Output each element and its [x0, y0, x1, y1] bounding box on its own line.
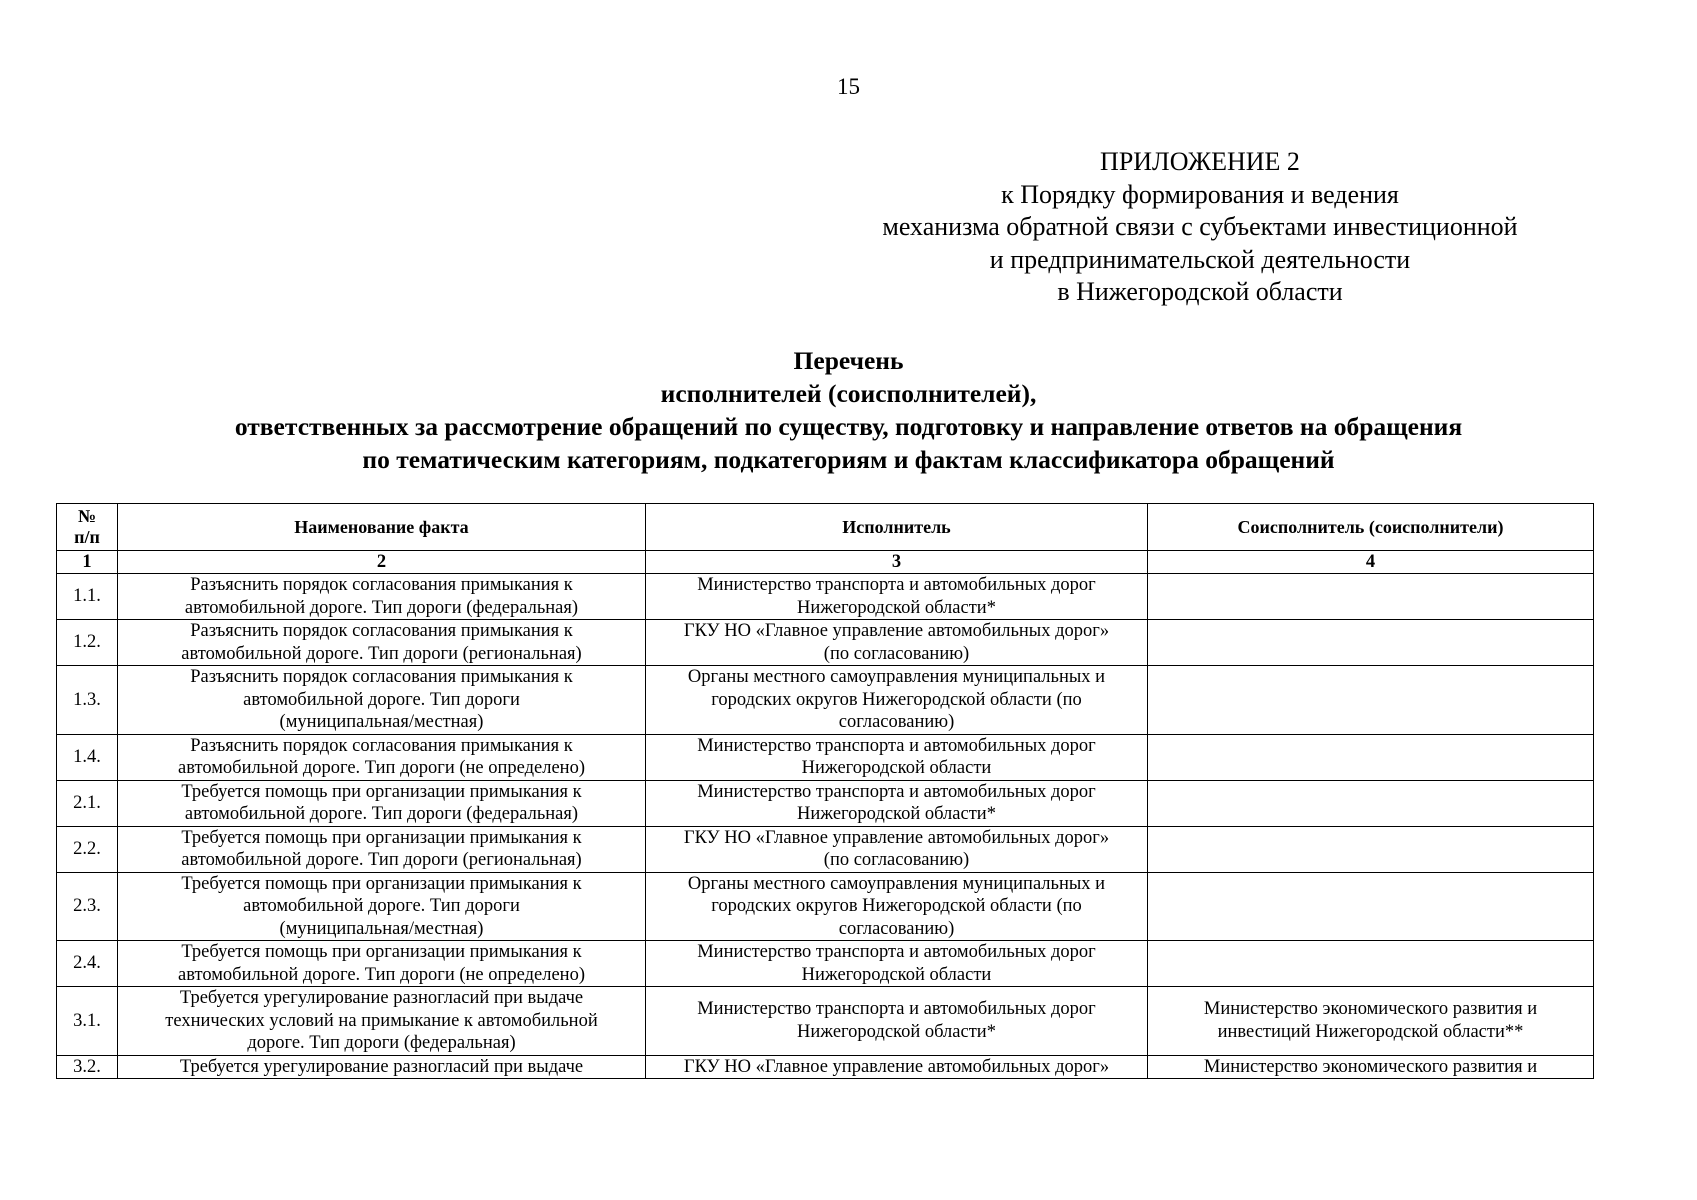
- table-row: [57, 941, 1594, 987]
- fact-name: Требуется помощь при организации примыкания к автомобильной дороге. Тип дороги (не определено): [118, 941, 646, 987]
- table-row: [57, 1055, 1594, 1079]
- table-row: [57, 620, 1594, 666]
- executor: Министерство транспорта и автомобильных дорог Нижегородской области: [646, 734, 1148, 780]
- row-number: 2.1.: [57, 780, 118, 826]
- fact-name: Требуется помощь при организации примыкания к автомобильной дороге. Тип дороги (муниципальная/местная): [118, 872, 646, 941]
- fact-name: Разъяснить порядок согласования примыкания к автомобильной дороге. Тип дороги (федеральная): [118, 574, 646, 620]
- coexecutor: [1148, 780, 1594, 826]
- row-number: 3.2.: [57, 1055, 118, 1079]
- row-number: 1.4.: [57, 734, 118, 780]
- appendix-line: ПРИЛОЖЕНИЕ 2: [1100, 147, 1300, 176]
- column-number-row: [57, 551, 1594, 574]
- executor: Министерство транспорта и автомобильных дорог Нижегородской области*: [646, 987, 1148, 1056]
- fact-name: Требуется помощь при организации примыкания к автомобильной дороге. Тип дороги (федеральная): [118, 780, 646, 826]
- coexecutor: [1148, 666, 1594, 735]
- fact-name: Разъяснить порядок согласования примыкания к автомобильной дороге. Тип дороги (не определено): [118, 734, 646, 780]
- row-number: 1.1.: [57, 574, 118, 620]
- coexecutor: Министерство экономического развития и: [1148, 1055, 1594, 1079]
- coexecutor: [1148, 872, 1594, 941]
- title-line: по тематическим категориям, подкатегориям и фактам классификатора обращений: [362, 445, 1335, 474]
- header-executor: Исполнитель: [646, 504, 1148, 551]
- executor: ГКУ НО «Главное управление автомобильных дорог»: [646, 1055, 1148, 1079]
- header-fact-name: Наименование факта: [118, 504, 646, 551]
- coexecutor: [1148, 574, 1594, 620]
- appendix-line: к Порядку формирования и ведения: [1001, 179, 1399, 209]
- coexecutor: [1148, 734, 1594, 780]
- header-number: № п/п: [57, 504, 118, 551]
- table-row: [57, 734, 1594, 780]
- row-number: 2.2.: [57, 826, 118, 872]
- row-number: 1.3.: [57, 666, 118, 735]
- column-number: 4: [1148, 551, 1594, 574]
- table-row: [57, 826, 1594, 872]
- coexecutor: [1148, 941, 1594, 987]
- executor: ГКУ НО «Главное управление автомобильных дорог» (по согласованию): [646, 826, 1148, 872]
- executor: Органы местного самоуправления муниципальных и городских округов Нижегородской области (по согласованию): [646, 872, 1148, 941]
- executor: Органы местного самоуправления муниципальных и городских округов Нижегородской области (по согласованию): [646, 666, 1148, 735]
- appendix-line: и предпринимательской деятельности: [989, 244, 1411, 274]
- table-row: [57, 574, 1594, 620]
- header-coexecutor: Соисполнитель (соисполнители): [1148, 504, 1594, 551]
- appendix-line: механизма обратной связи с субъектами инвестиционной: [882, 212, 1518, 241]
- fact-name: Разъяснить порядок согласования примыкания к автомобильной дороге. Тип дороги (муниципальная/местная): [118, 666, 646, 735]
- column-number: 3: [646, 551, 1148, 574]
- table-row: [57, 666, 1594, 735]
- fact-name: Требуется помощь при организации примыкания к автомобильной дороге. Тип дороги (региональная): [118, 826, 646, 872]
- document-title: [0, 344, 1697, 476]
- fact-name: Требуется урегулирование разногласий при выдаче: [118, 1055, 646, 1079]
- title-line: ответственных за рассмотрение обращений по существу, подготовку и направление ответов на обращения: [234, 412, 1463, 441]
- row-number: 3.1.: [57, 987, 118, 1056]
- executor: ГКУ НО «Главное управление автомобильных дорог» (по согласованию): [646, 620, 1148, 666]
- table-row: [57, 872, 1594, 941]
- row-number: 2.3.: [57, 872, 118, 941]
- fact-name: Разъяснить порядок согласования примыкания к автомобильной дороге. Тип дороги (региональная): [118, 620, 646, 666]
- column-number: 1: [57, 551, 118, 574]
- row-number: 1.2.: [57, 620, 118, 666]
- title-line: исполнителей (соисполнителей),: [660, 379, 1037, 408]
- executor: Министерство транспорта и автомобильных дорог Нижегородской области*: [646, 780, 1148, 826]
- executors-table: [56, 503, 1594, 1079]
- appendix-line: в Нижегородской области: [1057, 277, 1343, 306]
- coexecutor: [1148, 620, 1594, 666]
- fact-name: Требуется урегулирование разногласий при выдаче технических условий на примыкание к автомобильной дороге. Тип дороги (федеральная): [118, 987, 646, 1056]
- table-row: [57, 780, 1594, 826]
- coexecutor: Министерство экономического развития и инвестиций Нижегородской области**: [1148, 987, 1594, 1056]
- page-number: 15: [837, 74, 860, 99]
- executor: Министерство транспорта и автомобильных дорог Нижегородской области*: [646, 574, 1148, 620]
- table-row: [57, 987, 1594, 1056]
- row-number: 2.4.: [57, 941, 118, 987]
- table-header-row: [57, 504, 1594, 551]
- coexecutor: [1148, 826, 1594, 872]
- column-number: 2: [118, 551, 646, 574]
- executor: Министерство транспорта и автомобильных дорог Нижегородской области: [646, 941, 1148, 987]
- title-line: Перечень: [793, 346, 904, 375]
- appendix-heading: [820, 146, 1580, 309]
